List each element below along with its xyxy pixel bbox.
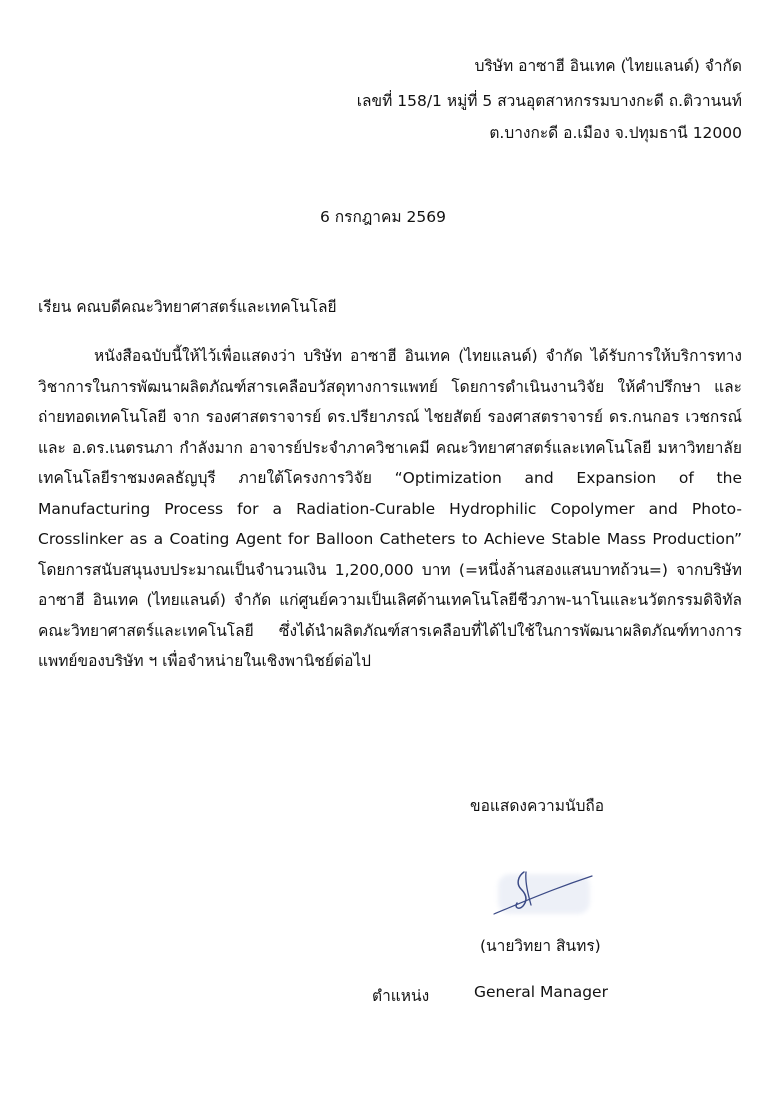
signer-name: (นายวิทยา สินทร) (480, 937, 601, 955)
sender-company: บริษัท อาซาฮี อินเทค (ไทยแลนด์) จำกัด (474, 57, 742, 75)
position-label: ตำแหน่ง (372, 987, 430, 1005)
position-value: General Manager (474, 983, 608, 1001)
closing-phrase: ขอแสดงความนับถือ (470, 797, 605, 815)
sender-address-line2: ต.บางกะดี อ.เมือง จ.ปทุมธานี 12000 (489, 124, 742, 142)
salutation: เรียน คณบดีคณะวิทยาศาสตร์และเทคโนโลยี (38, 298, 337, 316)
letter-body: หนังสือฉบับนี้ให้ไว้เพื่อแสดงว่า บริษัท อาซาฮี อินเทค (ไทยแลนด์) จำกัด ได้รับการให้บริการทางวิชาการในการพัฒนาผลิตภัณฑ์สารเคลือบวัสดุทางการแพทย์ โดยการดำเนินงานวิจัย ให้คำปรึกษา และถ่ายทอดเทคโนโลยี จาก รองศาสตราจารย์ ดร.ปรียาภรณ์ ไชยสัตย์ รองศาสตราจารย์ ดร.กนกอร เวชกรณ์ และ อ.ดร.เนตรนภา กำลังมาก อาจารย์ประจำภาควิชาเคมี คณะวิทยาศาสตร์และเทคโนโลยี มหาวิทยาลัยเทคโนโลยีราชมงคลธัญบุรี ภายใต้โครงการวิจัย “Optimization and Expansion of the Manufacturing Process for a Radiation-Curable Hydrophilic Copolymer and Photo-Crosslinker as a Coating Agent for Balloon Catheters to Achieve Stable Mass Production” โดยการสนับสนุนงบประมาณเป็นจำนวนเงิน 1,200,000 บาท (=หนึ่งล้านสองแสนบาทถ้วน=) จากบริษัท อาซาฮี อินเทค (ไทยแลนด์) จำกัด แก่ศูนย์ความเป็นเลิศด้านเทคโนโลยีชีวภาพ-นาโนและนวัตกรรมดิจิทัล คณะวิทยาศาสตร์และเทคโนโลยี ซึ่งได้นำผลิตภัณฑ์สารเคลือบที่ได้ไปใช้ในการพัฒนาผลิตภัณฑ์ทางการแพทย์ของบริษัท ฯ เพื่อจำหน่ายในเชิงพานิชย์ต่อไป (38, 347, 742, 670)
handwritten-signature (488, 866, 598, 922)
letter-date: 6 กรกฎาคม 2569 (320, 208, 446, 226)
sender-address-line1: เลขที่ 158/1 หมู่ที่ 5 สวนอุตสาหกรรมบางกะดี ถ.ติวานนท์ (356, 92, 742, 110)
